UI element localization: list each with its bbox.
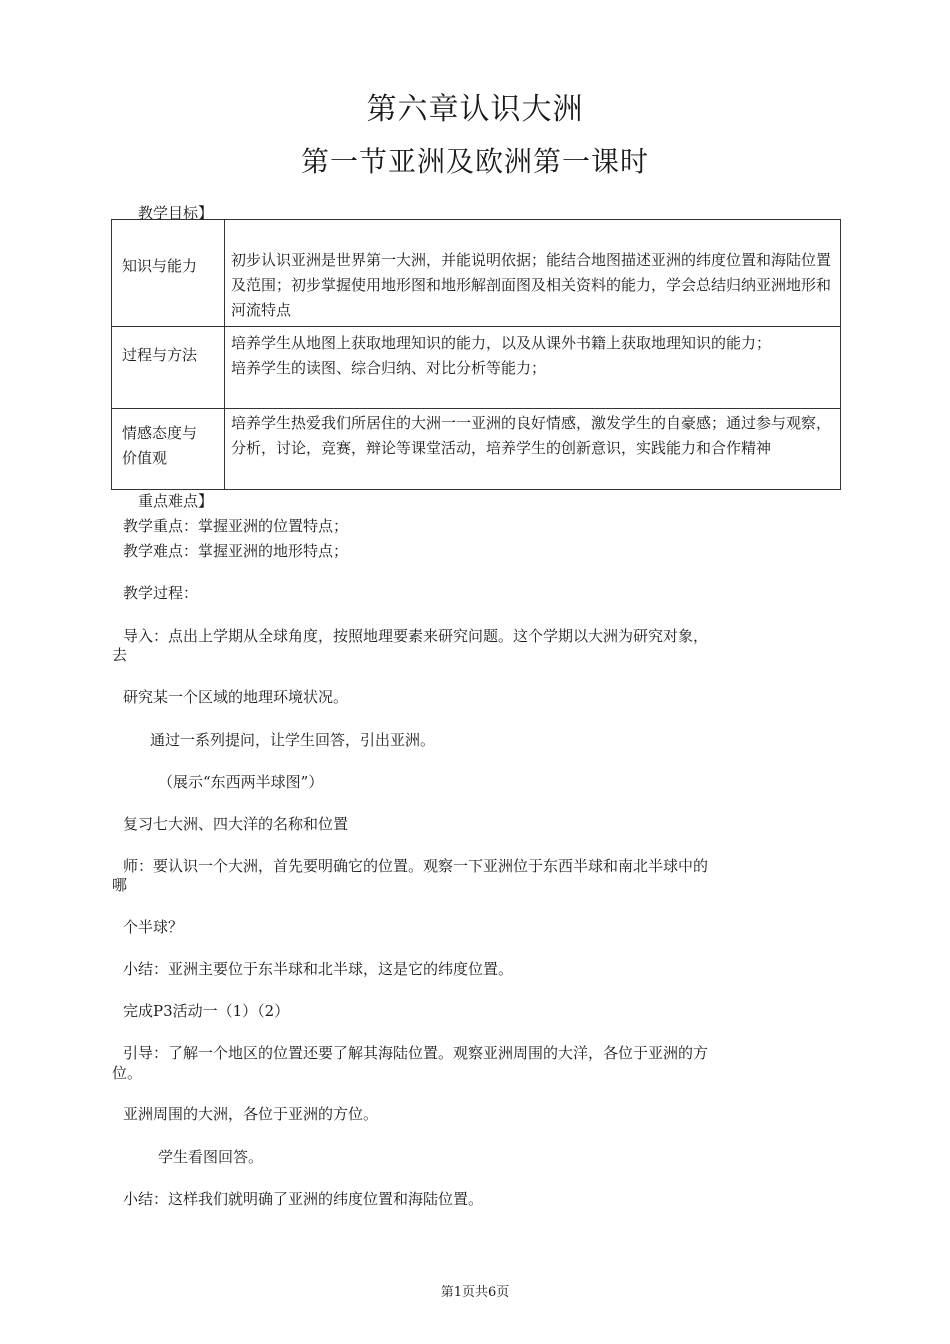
teacher-line: 师：要认识一个大洲，首先要明确它的位置。观察一下亚洲位于东西半球和南北半球中的 [123,857,709,875]
process-heading: 教学过程： [123,584,199,602]
row-label: 过程与方法 [112,327,225,409]
activity-line: 完成P3活动一（1）（2） [123,1002,290,1020]
keypoints-heading: 重点难点】 [138,492,214,510]
goals-table [111,219,841,490]
difficulty-text: 教学难点：掌握亚洲的地形特点； [123,542,349,560]
summary-line-2: 小结：这样我们就明确了亚洲的纬度位置和海陆位置。 [123,1190,484,1208]
row-label: 情感态度与价值观 [112,409,225,490]
focus-text: 教学重点：掌握亚洲的位置特点； [123,517,349,535]
chapter-title: 第六章认识大洲 [366,92,584,127]
guide-line: 引导：了解一个地区的位置还要了解其海陆位置。观察亚洲周围的大洋，各位于亚洲的方 [123,1044,709,1062]
goals-heading: 教学目标】 [138,204,214,222]
section-title: 第一节亚洲及欧洲第一课时 [300,145,649,178]
around-line: 亚洲周围的大洲，各位于亚洲的方位。 [123,1105,379,1123]
intro-line-wrap: 去 [112,646,128,664]
row-content: 培养学生从地图上获取地理知识的能力，以及从课外书籍上获取地理知识的能力； 培养学生的读图、综合归纳、对比分析等能力； [225,327,841,409]
row-content: 初步认识亚洲是世界第一大洲，并能说明依据；能结合地图描述亚洲的纬度位置和海陆位置及范围；初步掌握使用地形图和地形解剖面图及相关资料的能力，学会总结归纳亚洲地形和河流特点 [225,220,841,327]
table-row [112,327,841,409]
guide-line-wrap: 位。 [112,1064,143,1082]
teacher-line-wrap: 哪 [112,876,128,894]
question-line: 通过一系列提问，让学生回答，引出亚洲。 [150,731,436,749]
teacher-line-2: 个半球？ [123,918,184,936]
row-content: 培养学生热爱我们所居住的大洲一一亚洲的良好情感，激发学生的自豪感；通过参与观察，分析，讨论，竞赛，辩论等课堂活动，培养学生的创新意识，实践能力和合作精神 [225,409,841,490]
student-line: 学生看图回答。 [158,1148,264,1166]
summary-line: 小结：亚洲主要位于东半球和北半球，这是它的纬度位置。 [123,960,514,978]
show-line: （展示“东西两半球图”） [158,773,324,791]
intro-line: 导入：点出上学期从全球角度，按照地理要素来研究问题。这个学期以大洲为研究对象， [123,627,709,645]
intro-line-2: 研究某一个区域的地理环境状况。 [123,688,349,706]
table-row [112,220,841,327]
review-line: 复习七大洲、四大洋的名称和位置 [123,815,349,833]
row-label: 知识与能力 [112,220,225,327]
page-number: 第1页共6页 [440,1285,510,1300]
table-row [112,409,841,490]
